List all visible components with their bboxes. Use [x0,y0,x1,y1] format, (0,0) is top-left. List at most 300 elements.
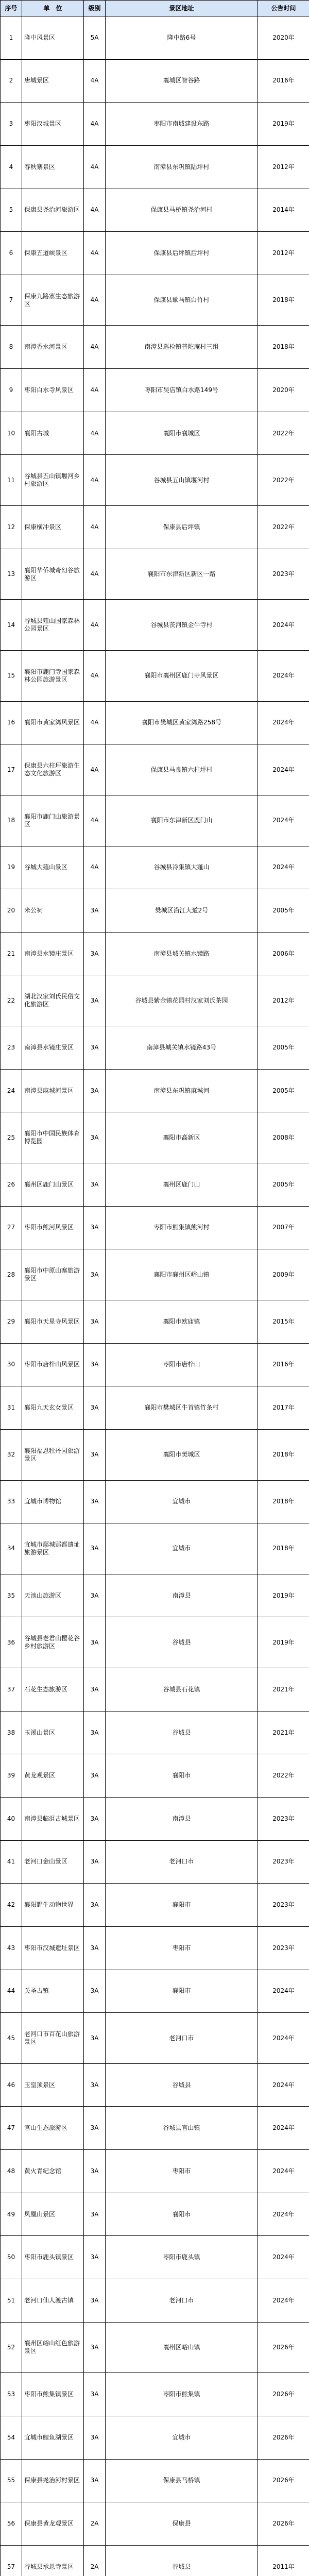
cell-year: 2016年 [258,59,309,103]
header-no: 序号 [1,1,22,16]
table-row [1,889,309,933]
cell-unit: 南漳县水镜庄景区 [22,932,84,975]
cell-address: 老河口市 [106,2013,258,2064]
cell-year: 2005年 [258,1069,309,1112]
cell-year: 2017年 [258,1386,309,1430]
header-unit: 单 位 [22,1,84,16]
cell-year: 2007年 [258,1206,309,1249]
cell-level: 3A [84,1617,106,1668]
cell-no: 44 [1,1970,22,2013]
table-row [1,2373,309,2416]
cell-address: 枣阳市吴店镇白水路149号 [106,369,258,412]
table-row [1,701,309,744]
cell-no: 9 [1,369,22,412]
cell-no: 29 [1,1300,22,1343]
cell-no: 7 [1,275,22,326]
table-row [1,650,309,701]
cell-unit: 玉皇顶景区 [22,2063,84,2107]
cell-year: 2021年 [258,1711,309,1754]
table-row [1,1970,309,2013]
cell-year: 2022年 [258,506,309,549]
table-row [1,1926,309,1970]
cell-level: 4A [84,145,106,189]
cell-level: 4A [84,326,106,369]
cell-year: 2015年 [258,1300,309,1343]
cell-year: 2024年 [258,2063,309,2107]
table-row [1,1249,309,1300]
cell-level: 4A [84,795,106,846]
cell-level: 5A [84,16,106,60]
cell-unit: 枣阳市汉城遗址景区 [22,1926,84,1970]
cell-address: 谷城县 [106,2545,258,2576]
cell-address: 枣阳市熊集镇熊河村 [106,1206,258,1249]
cell-unit: 宜城市博物馆 [22,1480,84,1523]
cell-unit: 襄阳九天玄女景区 [22,1386,84,1430]
cell-level: 3A [84,1343,106,1386]
cell-level: 3A [84,2416,106,2459]
table-row [1,1523,309,1574]
cell-no: 27 [1,1206,22,1249]
cell-unit: 老河口金山景区 [22,1840,84,1884]
cell-no: 14 [1,600,22,651]
cell-address: 樊城区沿江大道2号 [106,889,258,933]
cell-year: 2024年 [258,701,309,744]
cell-level: 2A [84,2502,106,2546]
cell-unit: 襄阳市黄家湾风景区 [22,701,84,744]
cell-level: 4A [84,650,106,701]
table-row [1,1026,309,1070]
header-year: 公告时间 [258,1,309,16]
cell-unit: 谷城县承恩寺景区 [22,2545,84,2576]
cell-address: 宜城市 [106,2416,258,2459]
cell-no: 25 [1,1112,22,1163]
cell-unit: 唐城景区 [22,59,84,103]
cell-no: 39 [1,1754,22,1798]
table-row [1,600,309,651]
cell-level: 3A [84,975,106,1026]
table-header-row [1,1,309,16]
cell-level: 3A [84,1840,106,1884]
cell-year: 2008年 [258,1112,309,1163]
cell-unit: 襄阳市中原山寨旅游景区 [22,1249,84,1300]
cell-unit: 襄阳市鹿门寺国家森林公园旅游景区 [22,650,84,701]
cell-level: 3A [84,2013,106,2064]
cell-no: 43 [1,1926,22,1970]
cell-no: 30 [1,1343,22,1386]
cell-no: 8 [1,326,22,369]
table-row [1,232,309,275]
cell-no: 36 [1,1617,22,1668]
cell-unit: 枣阳白水寺风景区 [22,369,84,412]
cell-year: 2005年 [258,1026,309,1070]
cell-year: 2018年 [258,1480,309,1523]
table-row [1,2279,309,2323]
cell-unit: 关圣古镇 [22,1970,84,2013]
cell-year: 2024年 [258,600,309,651]
cell-level: 4A [84,455,106,506]
cell-level: 3A [84,1386,106,1430]
cell-address: 襄阳市 [106,1970,258,2013]
cell-no: 56 [1,2502,22,2546]
cell-unit: 襄阳野生动物世界 [22,1884,84,1927]
table-row [1,506,309,549]
header-address: 景区地址 [106,1,258,16]
cell-unit: 襄阳市鹿门山旅游景区 [22,795,84,846]
cell-level: 3A [84,2107,106,2150]
cell-address: 枣阳市 [106,1926,258,1970]
cell-address: 枣阳市鹿头镇 [106,2236,258,2279]
cell-unit: 南漳县临沮古城景区 [22,1797,84,1840]
table-row [1,1884,309,1927]
cell-level: 3A [84,1300,106,1343]
cell-address: 保康县马良镇六柱坪村 [106,744,258,795]
cell-no: 1 [1,16,22,60]
cell-no: 19 [1,846,22,889]
table-row [1,275,309,326]
cell-address: 隆中路6号 [106,16,258,60]
cell-no: 42 [1,1884,22,1927]
cell-level: 4A [84,369,106,412]
cell-level: 3A [84,1480,106,1523]
table-row [1,1840,309,1884]
cell-level: 4A [84,232,106,275]
cell-no: 48 [1,2150,22,2193]
cell-address: 枣阳市南城建设东路 [106,103,258,146]
cell-year: 2024年 [258,2107,309,2150]
cell-level: 4A [84,189,106,232]
cell-address: 谷城县五山镇堰河村 [106,455,258,506]
cell-address: 襄阳市襄城区 [106,412,258,455]
cell-year: 2021年 [258,1668,309,1711]
cell-address: 谷城县茨河镇金牛寺村 [106,600,258,651]
cell-year: 2024年 [258,2013,309,2064]
cell-no: 54 [1,2416,22,2459]
cell-year: 2024年 [258,650,309,701]
cell-unit: 保康县黄龙观景区 [22,2502,84,2546]
cell-year: 2026年 [258,2502,309,2546]
table-row [1,59,309,103]
cell-year: 2005年 [258,1163,309,1207]
cell-address: 襄城区智谷路 [106,59,258,103]
cell-level: 3A [84,1797,106,1840]
table-row [1,455,309,506]
table-row [1,2459,309,2502]
cell-unit: 宜城市鄢城郢都遗址旅游景区 [22,1523,84,1574]
cell-address: 保康县马桥镇尧治河村 [106,189,258,232]
cell-no: 11 [1,455,22,506]
cell-unit: 天池山旅游区 [22,1574,84,1617]
table-body [1,16,309,2576]
cell-no: 32 [1,1429,22,1480]
cell-no: 45 [1,2013,22,2064]
cell-year: 2020年 [258,16,309,60]
cell-address: 襄阳市高新区 [106,1112,258,1163]
cell-year: 2012年 [258,145,309,189]
cell-unit: 谷城县五山镇堰河乡村旅游区 [22,455,84,506]
cell-level: 3A [84,2193,106,2236]
cell-address: 襄州区峪山镇 [106,2322,258,2373]
cell-no: 18 [1,795,22,846]
cell-level: 3A [84,889,106,933]
cell-address: 老河口市 [106,2279,258,2323]
cell-address: 襄阳市 [106,2193,258,2236]
cell-unit: 保康五道峡景区 [22,232,84,275]
table-row [1,846,309,889]
cell-level: 4A [84,103,106,146]
cell-no: 2 [1,59,22,103]
cell-no: 37 [1,1668,22,1711]
cell-no: 21 [1,932,22,975]
cell-no: 10 [1,412,22,455]
cell-unit: 谷城大薤山景区 [22,846,84,889]
cell-no: 57 [1,2545,22,2576]
cell-year: 2018年 [258,1429,309,1480]
cell-unit: 襄阳市中国民族体育博览园 [22,1112,84,1163]
cell-address: 保康县后坪镇后坪村 [106,232,258,275]
cell-year: 2012年 [258,232,309,275]
cell-no: 38 [1,1711,22,1754]
cell-unit: 枣阳市熊河风景区 [22,1206,84,1249]
cell-year: 2019年 [258,1617,309,1668]
cell-no: 33 [1,1480,22,1523]
cell-year: 2006年 [258,932,309,975]
table-row [1,1754,309,1798]
cell-unit: 保康县尧治河村景区 [22,2459,84,2502]
cell-level: 3A [84,1069,106,1112]
cell-no: 47 [1,2107,22,2150]
cell-unit: 保康横冲景区 [22,506,84,549]
table-row [1,1206,309,1249]
cell-no: 20 [1,889,22,933]
cell-unit: 黄火青纪念馆 [22,2150,84,2193]
cell-level: 3A [84,2279,106,2323]
cell-no: 3 [1,103,22,146]
cell-level: 3A [84,1026,106,1070]
cell-no: 23 [1,1026,22,1070]
cell-unit: 襄阳华侨城奇幻谷旅游区 [22,549,84,600]
cell-no: 5 [1,189,22,232]
cell-level: 4A [84,744,106,795]
cell-unit: 襄州区鹿门山景区 [22,1163,84,1207]
table-row [1,1617,309,1668]
cell-address: 南漳县东巩镇陆坪村 [106,145,258,189]
table-row [1,1429,309,1480]
cell-year: 2026年 [258,2322,309,2373]
cell-level: 3A [84,2459,106,2502]
cell-address: 襄阳市 [106,1884,258,1927]
cell-year: 2024年 [258,2193,309,2236]
cell-level: 3A [84,2063,106,2107]
cell-no: 6 [1,232,22,275]
cell-level: 3A [84,1884,106,1927]
table-row [1,326,309,369]
table-row [1,1386,309,1430]
cell-no: 49 [1,2193,22,2236]
cell-unit: 襄阳古城 [22,412,84,455]
cell-no: 53 [1,2373,22,2416]
cell-address: 谷城县紫金镇花园村汉家刘氏茶园 [106,975,258,1026]
cell-level: 3A [84,1668,106,1711]
cell-year: 2023年 [258,549,309,600]
table-row [1,2150,309,2193]
cell-unit: 襄阳福恩牡丹园旅游景区 [22,1429,84,1480]
cell-year: 2022年 [258,412,309,455]
cell-year: 2024年 [258,795,309,846]
cell-address: 谷城县 [106,1711,258,1754]
cell-unit: 保康县尧治河旅游区 [22,189,84,232]
table-row [1,412,309,455]
cell-year: 2014年 [258,189,309,232]
cell-year: 2019年 [258,1574,309,1617]
cell-year: 2009年 [258,1249,309,1300]
cell-address: 保康县 [106,2502,258,2546]
cell-level: 3A [84,1429,106,1480]
cell-unit: 春秋寨景区 [22,145,84,189]
table-row [1,103,309,146]
cell-address: 襄州区鹿门山 [106,1163,258,1207]
cell-unit: 南漳香水河景区 [22,326,84,369]
cell-no: 35 [1,1574,22,1617]
cell-no: 52 [1,2322,22,2373]
table-row [1,549,309,600]
cell-address: 襄阳市樊城区 [106,1429,258,1480]
cell-unit: 南漳县麻城河景区 [22,1069,84,1112]
cell-unit: 枣阳汉城景区 [22,103,84,146]
cell-level: 4A [84,701,106,744]
cell-level: 3A [84,1206,106,1249]
table-row [1,1797,309,1840]
cell-no: 16 [1,701,22,744]
table-row [1,2193,309,2236]
cell-level: 3A [84,1112,106,1163]
cell-unit: 枣阳市鹿头镇景区 [22,2236,84,2279]
cell-address: 谷城县冷集镇大薤山 [106,846,258,889]
cell-year: 2026年 [258,2373,309,2416]
cell-level: 3A [84,2236,106,2279]
cell-address: 南漳县 [106,1797,258,1840]
cell-year: 2024年 [258,2236,309,2279]
cell-level: 2A [84,2545,106,2576]
cell-address: 枣阳市唐梓山 [106,1343,258,1386]
cell-no: 46 [1,2063,22,2107]
cell-no: 26 [1,1163,22,1207]
cell-address: 枣阳市熊集镇 [106,2373,258,2416]
cell-unit: 襄州区峪山红色旅游景区 [22,2322,84,2373]
cell-year: 2023年 [258,1926,309,1970]
cell-level: 3A [84,2373,106,2416]
cell-address: 襄阳市樊城区牛首镇竹条村 [106,1386,258,1430]
cell-year: 2018年 [258,275,309,326]
cell-unit: 保康县六柱坪旅游生态文化旅游区 [22,744,84,795]
table-row [1,795,309,846]
cell-no: 28 [1,1249,22,1300]
cell-level: 4A [84,846,106,889]
cell-address: 老河口市 [106,1840,258,1884]
cell-level: 4A [84,412,106,455]
cell-level: 3A [84,1926,106,1970]
table-row [1,1343,309,1386]
table-row [1,1112,309,1163]
cell-level: 3A [84,1163,106,1207]
table-row [1,2107,309,2150]
cell-address: 谷城县石花镇 [106,1668,258,1711]
cell-address: 枣阳市 [106,2150,258,2193]
cell-level: 3A [84,1711,106,1754]
table-row [1,1668,309,1711]
cell-level: 4A [84,59,106,103]
cell-address: 谷城县 [106,2063,258,2107]
cell-no: 34 [1,1523,22,1574]
cell-year: 2022年 [258,1754,309,1798]
cell-year: 2026年 [258,2459,309,2502]
cell-address: 宜城市 [106,1523,258,1574]
cell-year: 2023年 [258,1884,309,1927]
cell-year: 2018年 [258,1523,309,1574]
table-row [1,932,309,975]
cell-unit: 玉溪山景区 [22,1711,84,1754]
cell-year: 2005年 [258,889,309,933]
cell-address: 谷城县官山镇 [106,2107,258,2150]
table-row [1,2416,309,2459]
cell-address: 襄阳市东津新区新区一路 [106,549,258,600]
table-row [1,189,309,232]
cell-year: 2019年 [258,103,309,146]
table-row [1,744,309,795]
cell-level: 3A [84,2322,106,2373]
cell-level: 3A [84,1249,106,1300]
table-row [1,369,309,412]
table-row [1,1711,309,1754]
cell-year: 2024年 [258,2150,309,2193]
cell-address: 保康县马桥镇 [106,2459,258,2502]
cell-unit: 凤凰山景区 [22,2193,84,2236]
cell-unit: 谷城县老君山樱花谷乡村旅游区 [22,1617,84,1668]
cell-address: 谷城县 [106,1617,258,1668]
cell-year: 2022年 [258,455,309,506]
cell-unit: 宜城市鲤鱼湖景区 [22,2416,84,2459]
cell-unit: 保康九路寨生态旅游区 [22,275,84,326]
cell-unit: 官山生态旅游区 [22,2107,84,2150]
cell-level: 3A [84,932,106,975]
cell-no: 41 [1,1840,22,1884]
cell-level: 4A [84,275,106,326]
table-row [1,145,309,189]
cell-year: 2016年 [258,1343,309,1386]
cell-unit: 米公祠 [22,889,84,933]
cell-address: 襄阳市樊城区黄家湾路258号 [106,701,258,744]
cell-address: 襄阳市东津新区鹿门山 [106,795,258,846]
cell-address: 襄阳市 [106,1754,258,1798]
cell-year: 2026年 [258,2416,309,2459]
cell-level: 4A [84,506,106,549]
cell-unit: 襄阳市天星寺风景区 [22,1300,84,1343]
table-row [1,1069,309,1112]
cell-year: 2024年 [258,1970,309,2013]
table-row [1,1480,309,1523]
cell-no: 50 [1,2236,22,2279]
cell-year: 2023年 [258,1797,309,1840]
cell-level: 3A [84,1574,106,1617]
cell-level: 3A [84,1970,106,2013]
cell-address: 南漳县城关镇水镜路 [106,932,258,975]
cell-no: 13 [1,549,22,600]
cell-level: 3A [84,1523,106,1574]
cell-year: 2012年 [258,975,309,1026]
cell-unit: 谷城县薤山国家森林公园景区 [22,600,84,651]
cell-year: 2023年 [258,1840,309,1884]
table-row [1,1163,309,1207]
cell-address: 保康县歇马镇白竹村 [106,275,258,326]
